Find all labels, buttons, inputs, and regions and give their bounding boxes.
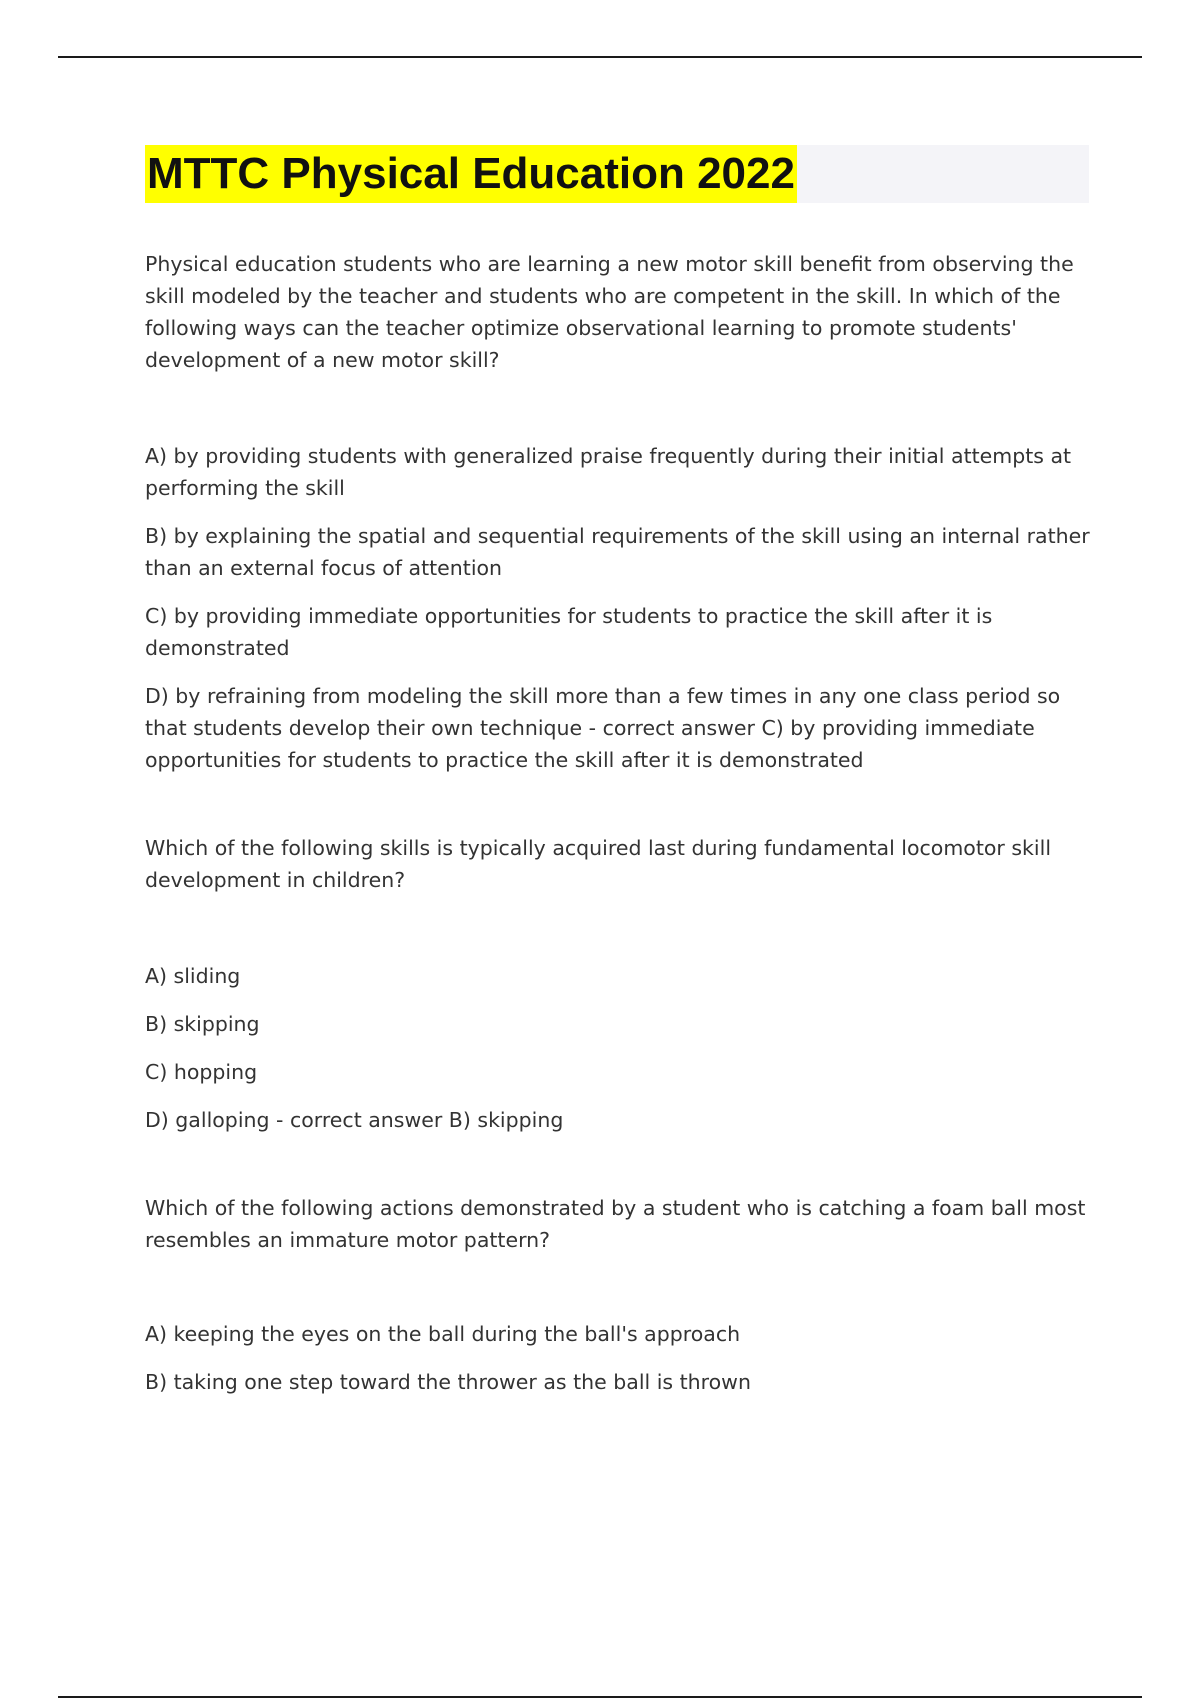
answer-option-c: C) hopping (145, 1060, 258, 1084)
document-body (145, 248, 1095, 1414)
answer-option-a: A) sliding (145, 964, 241, 988)
question-stem: Which of the following skills is typically acquired last during fundamental locomotor skill development in children? (145, 836, 1052, 892)
answer-options (145, 960, 1095, 1136)
question-1 (145, 248, 1095, 776)
answer-option-b: B) skipping (145, 1012, 260, 1036)
question-stem: Physical education students who are learning a new motor skill benefit from observing the skill modeled by the teacher and students who are competent in the skill. In which of the following ways can the teacher optimize observational learning to promote students' development of a new motor skill? (145, 252, 1074, 372)
answer-option-c: C) by providing immediate opportunities for students to practice the skill after it is demonstrated (145, 604, 993, 660)
answer-options (145, 440, 1095, 776)
answer-option-b: B) by explaining the spatial and sequential requirements of the skill using an internal rather than an external focus of attention (145, 524, 1090, 580)
answer-option-d: D) by refraining from modeling the skill more than a few times in any one class period so that students develop their own technique - correct answer C) by providing immediate opportunities for students to practice the skill after it is demonstrated (145, 684, 1061, 772)
document-title: MTTC Physical Education 2022 (145, 145, 797, 203)
answer-option-a: A) by providing students with generalized praise frequently during their initial attempts at performing the skill (145, 444, 1072, 500)
question-stem: Which of the following actions demonstrated by a student who is catching a foam ball most resembles an immature motor pattern? (145, 1196, 1086, 1252)
question-2 (145, 832, 1095, 1136)
answer-option-d: D) galloping - correct answer B) skipping (145, 1108, 564, 1132)
answer-option-a: A) keeping the eyes on the ball during the ball's approach (145, 1322, 741, 1346)
question-3 (145, 1192, 1095, 1398)
bottom-rule (58, 1696, 1142, 1698)
answer-option-b: B) taking one step toward the thrower as the ball is thrown (145, 1370, 751, 1394)
answer-options (145, 1318, 1095, 1398)
top-rule (58, 56, 1142, 58)
